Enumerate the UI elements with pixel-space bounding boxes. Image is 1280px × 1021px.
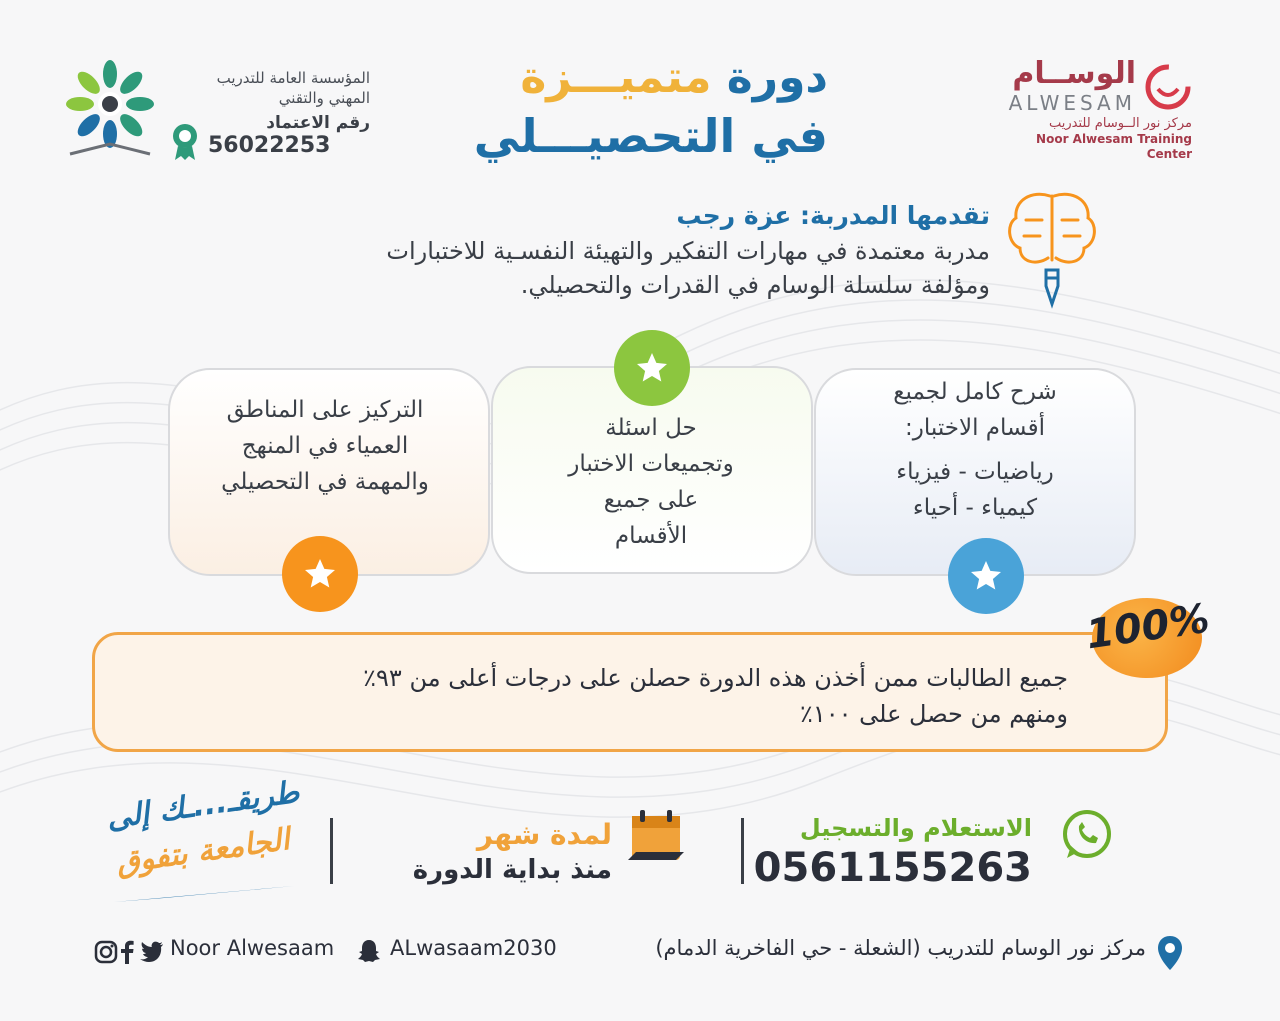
brand-emblem-icon xyxy=(1144,63,1192,111)
slogan-line-2: الجامعة بتفوق xyxy=(114,822,292,881)
star-badge-blue xyxy=(948,538,1024,614)
center-name-en: Noor Alwesam Training Center xyxy=(1036,132,1192,161)
trainer-line-1: مدربة معتمدة في مهارات التفكير والتهيئة النفسـية للاختبارات xyxy=(386,237,990,265)
star-badge-orange xyxy=(282,536,358,612)
feature-middle-line-4: الأقسام xyxy=(614,523,688,549)
divider-left xyxy=(330,818,333,884)
feature-right-text xyxy=(840,374,1110,526)
tvtc-org-line-2: المهني والتقني xyxy=(278,89,370,107)
instagram-icon[interactable] xyxy=(94,940,118,964)
swoosh-icon xyxy=(104,880,304,904)
star-icon xyxy=(968,558,1004,594)
star-badge-green xyxy=(614,330,690,406)
title-word-2: متميـــزة xyxy=(520,52,712,103)
feature-right-line-1: شرح كامل لجميع xyxy=(893,379,1057,405)
feature-right-line-3: رياضيات - فيزياء xyxy=(896,459,1054,485)
star-icon xyxy=(302,556,338,592)
feature-middle-text xyxy=(516,410,786,554)
slogan xyxy=(96,774,310,906)
center-name-ar: مركز نور الــوسام للتدريب xyxy=(1049,116,1192,131)
address: مركز نور الوسام للتدريب (الشعلة - حي الفاخرية الدمام) xyxy=(655,936,1146,960)
feature-middle-line-1: حل اسئلة xyxy=(605,415,697,441)
duration-line-2: منذ بداية الدورة xyxy=(412,855,612,885)
facebook-icon[interactable] xyxy=(120,940,134,964)
slogan-line-1: طريقـ...ـك إلى xyxy=(104,774,302,837)
result-text xyxy=(128,660,1068,732)
feature-middle-line-3: على جميع xyxy=(603,487,699,513)
location-pin-icon xyxy=(1156,934,1184,972)
result-line-2: ومنهم من حصل على ١٠٠٪ xyxy=(799,700,1068,728)
trainer-line-2: ومؤلفة سلسلة الوسام في القدرات والتحصيلي. xyxy=(520,271,990,299)
snapchat-icon xyxy=(356,938,382,964)
tvtc-org-line-1: المؤسسة العامة للتدريب xyxy=(216,69,370,87)
feature-right-line-4: كيمياء - أحياء xyxy=(912,495,1038,521)
brand-name-en: ALWESAM xyxy=(1008,91,1136,115)
social-handle[interactable]: Noor Alwesaam xyxy=(170,936,335,960)
accreditation-number: 56022253 xyxy=(208,133,331,158)
phone-number[interactable]: 0561155263 xyxy=(753,845,1032,891)
twitter-icon[interactable] xyxy=(140,941,164,963)
result-line-1: جميع الطالبات ممن أخذن هذه الدورة حصلن على درجات أعلى من ٩٣٪ xyxy=(363,664,1068,692)
certificate-ribbon-icon xyxy=(170,122,200,162)
feature-left-text xyxy=(180,392,470,500)
calendar-icon xyxy=(624,804,686,866)
whatsapp-icon[interactable] xyxy=(1058,806,1116,864)
feature-left-line-3: والمهمة في التحصيلي xyxy=(221,469,429,495)
duration-block xyxy=(413,818,612,888)
brand-name-ar: الوســام xyxy=(1012,56,1136,91)
accreditation-label: رقم الاعتماد xyxy=(266,113,370,133)
trainer-section xyxy=(230,198,990,302)
registration-label: الاستعلام والتسجيل xyxy=(799,814,1032,842)
trainer-heading: تقدمها المدربة: عزة رجب xyxy=(676,201,990,230)
star-icon xyxy=(634,350,670,386)
feature-right-line-2: أقسام الاختبار: xyxy=(905,415,1045,441)
percent-badge-text: 100% xyxy=(1083,595,1213,659)
divider-right xyxy=(741,818,744,884)
duration-line-1: لمدة شهر xyxy=(476,818,612,851)
feature-left-line-1: التركيز على المناطق xyxy=(226,397,424,423)
brain-icon xyxy=(1002,186,1102,316)
feature-left-line-2: العمياء في المنهج xyxy=(241,433,409,459)
feature-middle-line-2: وتجميعات الاختبار xyxy=(568,451,734,477)
snapchat-handle[interactable]: ALwasaam2030 xyxy=(390,936,557,960)
alwesam-logo xyxy=(992,58,1192,162)
title-line-1 xyxy=(520,52,828,104)
tvtc-logo-icon xyxy=(62,58,158,164)
registration-block xyxy=(754,812,1032,892)
title-word-1: دورة xyxy=(726,52,828,103)
title-line-2: في التحصيـــلي xyxy=(473,109,828,163)
